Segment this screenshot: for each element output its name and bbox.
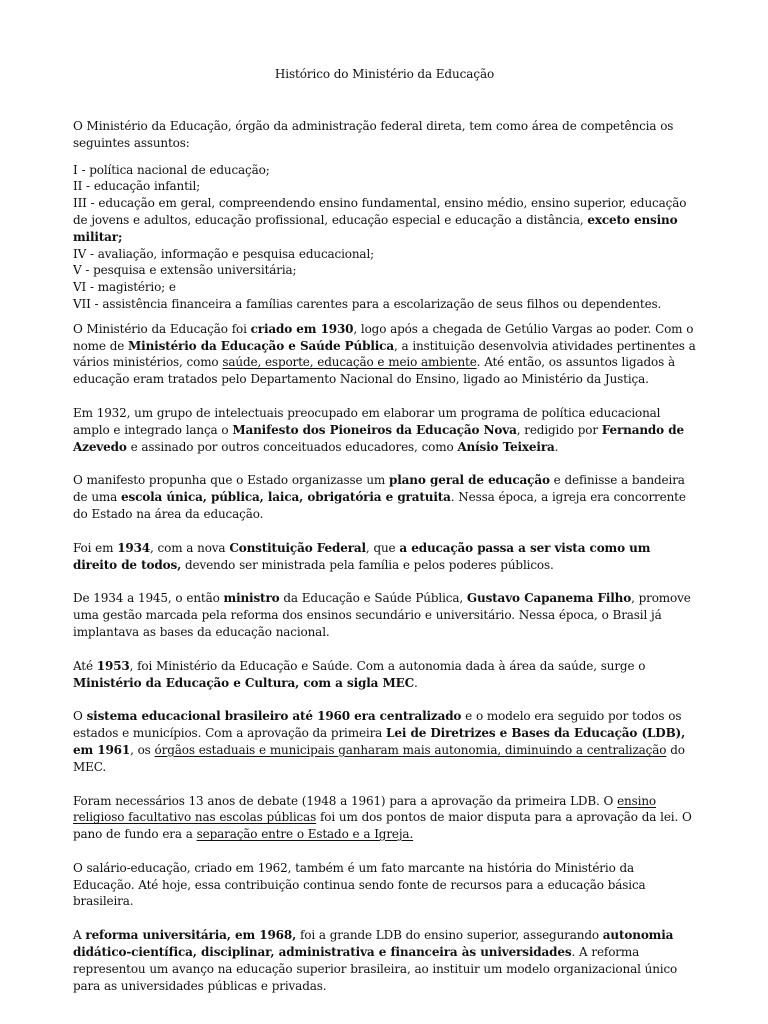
list-item (73, 246, 696, 263)
bold-text: a educação passa a ser vista como um direito de todos, (73, 540, 651, 572)
text-run: VI - magistério; e (73, 280, 176, 295)
text-run: , promove uma gestão marcada pela reforma dos ensinos secundário e universitário. Nessa época, o Brasil já implantava as bases da educação nacional. (73, 591, 691, 639)
text-run: I - política nacional de educação; (73, 162, 270, 177)
text-run: foi a grande LDB do ensino superior, assegurando (296, 928, 603, 943)
text-run: foi um dos pontos de maior disputa para a aprovação da lei. O pano de fundo era a (73, 810, 692, 842)
text-run: III - educação em geral, compreendendo ensino fundamental, ensino médio, ensino superior, educação de jovens e adultos, educação profissional, educação especial e educação a distância, (73, 196, 687, 227)
text-run: , que (365, 540, 400, 555)
paragraph (73, 927, 696, 994)
text-run: . (554, 439, 559, 454)
text-run: . Até então, os assuntos ligados à educação eram tratados pelo Departamento Nacional do Ensino, ligado ao Ministério da Justiça. (73, 355, 675, 387)
paragraph (73, 405, 696, 455)
paragraph (73, 472, 696, 522)
bold-text: reforma universitária, em 1968, (85, 928, 297, 943)
underlined-text: ensino religioso facultativo nas escolas públicas (73, 793, 656, 825)
list-item (73, 162, 696, 179)
paragraph (73, 540, 696, 574)
bold-text: criado em 1930 (250, 321, 354, 336)
paragraph (73, 860, 696, 910)
text-run: da Educação e Saúde Pública, (279, 591, 467, 606)
bold-text: 1934 (117, 540, 151, 555)
bold-text: autonomia didático-científica, disciplinar, administrativa e financeira às universidades (73, 928, 674, 960)
bold-text: plano geral de educação (389, 473, 550, 488)
text-run: . A reforma representou um avanço na educação superior brasileira, ao instituir um modelo organizacional único para as universidades públicas e privadas. (73, 945, 678, 993)
bold-text: Constituição Federal (229, 540, 366, 555)
text-run: Foi em (73, 540, 118, 555)
paragraph (73, 708, 696, 775)
bold-text: Gustavo Capanema Filho (466, 591, 632, 606)
text-run: O Ministério da Educação foi (73, 321, 251, 336)
bold-text: escola única, pública, laica, obrigatória e gratuita (121, 490, 451, 505)
text-run: , com a nova (150, 540, 230, 555)
list-item (73, 279, 696, 296)
underlined-text: separação entre o Estado e a Igreja. (196, 827, 414, 842)
bold-text: Ministério da Educação e Cultura, com a sigla MEC (73, 675, 415, 690)
text-run: . (414, 675, 418, 690)
text-run: do MEC. (73, 742, 685, 774)
bold-text: 1953 (96, 658, 130, 673)
text-run: , os (130, 742, 155, 757)
text-run: O Ministério da Educação, órgão da administração federal direta, tem como área de competência os seguintes assuntos: (73, 119, 674, 150)
bold-text: Anísio Teixeira (457, 439, 555, 454)
text-run: A (73, 928, 86, 943)
text-run: , a instituição desenvolvia atividades pertinentes a vários ministérios, como (73, 338, 696, 370)
text-run: V - pesquisa e extensão universitária; (73, 263, 297, 278)
list-item (73, 178, 696, 195)
text-run: , logo após a chegada de Getúlio Vargas ao poder. Com o nome de (73, 321, 694, 353)
text-run: . Nessa época, a igreja era concorrente do Estado na área da educação. (73, 490, 686, 521)
bold-text: Ministério da Educação e Saúde Pública (128, 338, 394, 353)
text-run: e assinado por outros conceituados educadores, como (126, 439, 458, 454)
underlined-text: saúde, esporte, educação e meio ambiente (222, 355, 477, 370)
bold-text: exceto ensino militar; (73, 212, 678, 244)
list-item (73, 195, 696, 245)
text-run: VII - assistência financeira a famílias carentes para a escolarização de seus filhos ou dependentes. (73, 296, 662, 311)
paragraph (73, 590, 696, 640)
underlined-text: órgãos estaduais e municipais ganharam mais autonomia, diminuindo a centralização (154, 742, 667, 757)
bold-text: sistema educacional brasileiro até 1960 era centralizado (86, 709, 462, 724)
paragraph (73, 793, 696, 843)
text-run: O manifesto propunha que o Estado organizasse um (73, 473, 390, 488)
text-run: Até (73, 658, 97, 673)
paragraph (73, 658, 696, 692)
text-run: Em 1932, um grupo de intelectuais preocupado em elaborar um programa de política educacional amplo e integrado lança o (73, 405, 661, 437)
intro-paragraph (73, 118, 696, 152)
text-run: , foi Ministério da Educação e Saúde. Com a autonomia dada à área da saúde, surge o (129, 658, 646, 673)
bold-text: Lei de Diretrizes e Bases da Educação (LDB), em 1961 (73, 726, 686, 757)
text-run: O salário-educação, criado em 1962, também é um fato marcante na história do Ministério da Educação. Até hoje, essa contribuição continua sendo fonte de recursos para a educação básica brasileira. (73, 860, 646, 909)
bold-text: Fernando de Azevedo (73, 422, 684, 454)
competency-list (73, 162, 696, 313)
list-item (73, 262, 696, 279)
text-run: Foram necessários 13 anos de debate (1948 a 1961) para a aprovação da primeira LDB. O (73, 793, 618, 808)
bold-text: ministro (223, 591, 280, 606)
paragraph (73, 321, 696, 388)
text-run: , redigido por (516, 422, 602, 437)
text-run: e o modelo era seguido por todos os estados e municípios. Com a aprovação da primeira (73, 709, 682, 741)
text-run: De 1934 a 1945, o então (73, 591, 224, 606)
text-run: e definisse a bandeira de uma (73, 473, 685, 505)
page-title: Histórico do Ministério da Educação (274, 67, 495, 81)
text-run: devendo ser ministrada pela família e pelos poderes públicos. (181, 557, 554, 572)
text-run: IV - avaliação, informação e pesquisa educacional; (73, 246, 375, 261)
text-run: O (73, 709, 87, 724)
text-run: II - educação infantil; (73, 179, 201, 194)
bold-text: Manifesto dos Pioneiros da Educação Nova (232, 422, 517, 437)
list-item (73, 296, 696, 313)
